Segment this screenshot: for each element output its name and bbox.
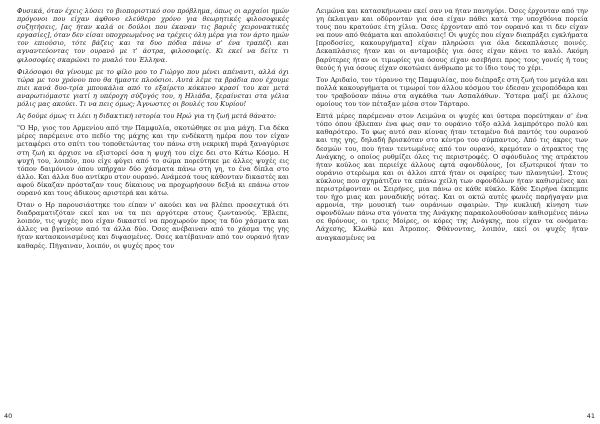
left-paragraph-2: Φιλόσοφοι θα γίνουμε με το φίλο μου το Γιώργο που μένει απέναντι, αλλά όχι τώρα με του χρόνου που θα ήμαστε πλούσιοι. Αυτά λέμε τα βράδια που έχουμε πιει κανά δυο-τρία μπουκάλια από το εξαίρετο κόκκινο κρασί του και μετά αναρωτιόμαστε γιατί η υπέροχη σύζυγός του, η Ηλιάδα, ξεραίνεται στα γέλια μόλις μας ακούει. Τι να πεις όμως; Άγνωστες οι βουλές του Κυρίου!	[17, 67, 289, 109]
left-paragraph-3: Ας δούμε όμως τι λέει η διδακτική ιστορία του Ηρώ για τη ζωή μετά θάνατο:	[17, 112, 277, 121]
left-paragraph-1: Φυσικά, όταν έχεις λύσει το βιοποριστικό σου πρόβλημα, όπως οι αρχαίοι ημών πρόγονοι που είχαν άφθονο ελεύθερο χρόνο για θεωρητικές φιλοσοφικές συζητήσεις, [ας ήταν καλά οι δούλοι που έκαναν τις βαριές χειρονακτικές εργασίες], όταν δεν είσαι υποχρεωμένος να τρέχεις όλη μέρα για τον άρτο ημών τον επιούσιο, τότε βάζεις και τα δυο πόδια πάνω σ' ένα τραπέζι και αγναντεύοντας τον ουρανό με τ' άστρα, φιλοσοφείς. Κι εκεί να δείτε τι φιλοσοφίες σκαρώνει το μυαλό του Έλληνα.	[17, 7, 289, 64]
page-number-left: 40	[4, 411, 13, 420]
right-paragraph-3: Επτά μέρες παρέμεναν στον Λειμώνα οι ψυχές και ύστερα πορεύτηκαν σ' ένα τόπο όπου έβλεπαν ένα φως σαν το ουράνιο τόξο αλλά λαμπρότερο πολύ και καθαρότερο. Το φως αυτό σαν κίονας ήταν τεταμένο διά παντός του ουρανού και της γης, δηλαδή βρισκόταν στο κέντρο του σύμπαντος. Από τις άκρες των δεσμών του, που ήταν τεντωμένες από τον ουρανό, κρεμόταν ο άτρακτος της Ανάγκης, ο οποίος ρυθμίζει όλες τις περιστροφές. Ο σφόνδυλος της ατράκτου ήταν κούλος και περιείχε άλλους εφτά σφονδύλους, [οι εξωτερικοί ήταν το ουράνιο στερέωμα και οι άλλοι επτά ήταν οι σφαίρες των πλανητών]. Στους κύκλους που σχημάτιζαν τα επάνω χείλη των σφονδύλων ήταν καθισμένες και περιστρέφονταν οι Σειρήνες, μια πάνω σε κάθε κύκλο. Κάθε Σειρήνα έκπεμπε τον ήχο μιας και μοναδικής νότας. Και οι οκτώ αυτές φωνές παρήγαγαν μια αρμονία, την μουσική των ουράνιων σφαιρών. Την κυκλική κίνηση των σφονδύλων πάνω στα γόνατα της Ανάγκης παρακολουθούσαν καθισμένες πάνω σε θρόνους, οι τρεις Μοίρες, οι κόρες της Ανάγκης, που είχαν τα ονόματα: Λάχεσης, Κλωθώ και Άτροπος. Φθάνοντας, λοιπόν, εκεί οι ψυχές ήταν αναγκασμένες να	[316, 112, 588, 242]
page-number-right: 41	[586, 411, 595, 420]
right-page	[300, 0, 600, 424]
right-paragraph-2: Τον Αριδαίο, τον τύραννο της Παμφυλίας, που διέπραξε στη ζωή του μεγάλα και πολλά κακουργήματα οι τιμωροί τον άλλου κόσμου τον έδεσαν χειροπόδαρα και τον τραβούσαν πάνω στα αγκάθια των Ασπαλάθων. Ύστερα μαζί με άλλους ομοίους του τον πέταξαν μέσα στον Τάρταρο.	[316, 75, 588, 109]
right-paragraph-1: Λειμώνα και κατασκήνωναν εκεί σαν να ήταν πανηγύρι. Όσες έρχονταν από την γη έκλαιγαν και οδύρονταν για όσα είχαν πάθει κατά την υποχθόνια πορεία τους που κρατούσε έτη χίλια. Όσες έρχονταν από τον ουρανό και τι δεν είχαν να πουν από θεάματα και απολαύσεις! Οι ψυχές που είχαν διαπράξει εγκλήματα [προδοσίες, κακουργήματα] είχαν πληρώσει για όλα δεκαπλάσιες ποινές. Δεκαπλάσιες ήταν και οι ανταμοιβές για όσες είχαν κάνει το καλό. Ακόμη βαρύτερες ήταν οι τιμωρίες για όσους είχαν ασεβήσει προς τους γονείς ή τους θεούς ή για όσους είχαν σκοτώσει άνθρωπο με το ίδιο τους το χέρι.	[316, 7, 588, 72]
left-paragraph-4: "Ο Ηρ, γιος του Αρμενίου από την Παμφυλία, σκοτώθηκε σε μια μάχη. Για δέκα μέρες παρέμεινε στο πεδίο της μάχης και την ενδέκατη ημέρα που τον είχαν μεταφέρει στο σπίτι του τοποθετώντας τον πάνω στη νεκρική πυρά ξαναγύρισε στη ζωή κι άρχισε να εξιστορεί όσα η ψυχή του είχε δει στο Κάτω Κόσμο. Η ψυχή του, λοιπόν, που είχε φύγει από το σώμα πορεύτηκε με άλλες ψυχές εις τόπον δαιμόνιον όπου υπήρχαν δύο χάσματα πάνω στη γη, το ένα δίπλα στο άλλο. Και άλλα δυο αντίκρυ στον ουρανό. Ανάμεσά τους κάθονταν δικαστές και αφού δίκαζαν πρόσταζαν τους δίκαιους να προχωρήσουν δεξιά κι επάνω στον ουρανό και τους άδικους αριστερά και κάτω.	[17, 124, 289, 197]
left-paragraph-5: Όταν ο Ηρ παρουσιάστηκε του είπαν ν' ακούει και να βλέπει προσεχτικά ότι διαδραματιζόταν εκεί και να τα πει αργότερα στους ζωντανούς. Έβλεπε, λοιπόν, τις ψυχές που είχαν δικαστεί να προχωρούν προς τα δύο χάσματα και άλλες να βγαίνουν από τα άλλα δύο. Όσες ανέβαιναν από το χάσμα της γης ήταν κατασκονισμένες και διψασμένες. Όσες κατέβαιναν από τον ουρανό ήταν καθαρές. Πήγαιναν, λοιπόν, οι ψυχές προς τον	[17, 201, 289, 250]
